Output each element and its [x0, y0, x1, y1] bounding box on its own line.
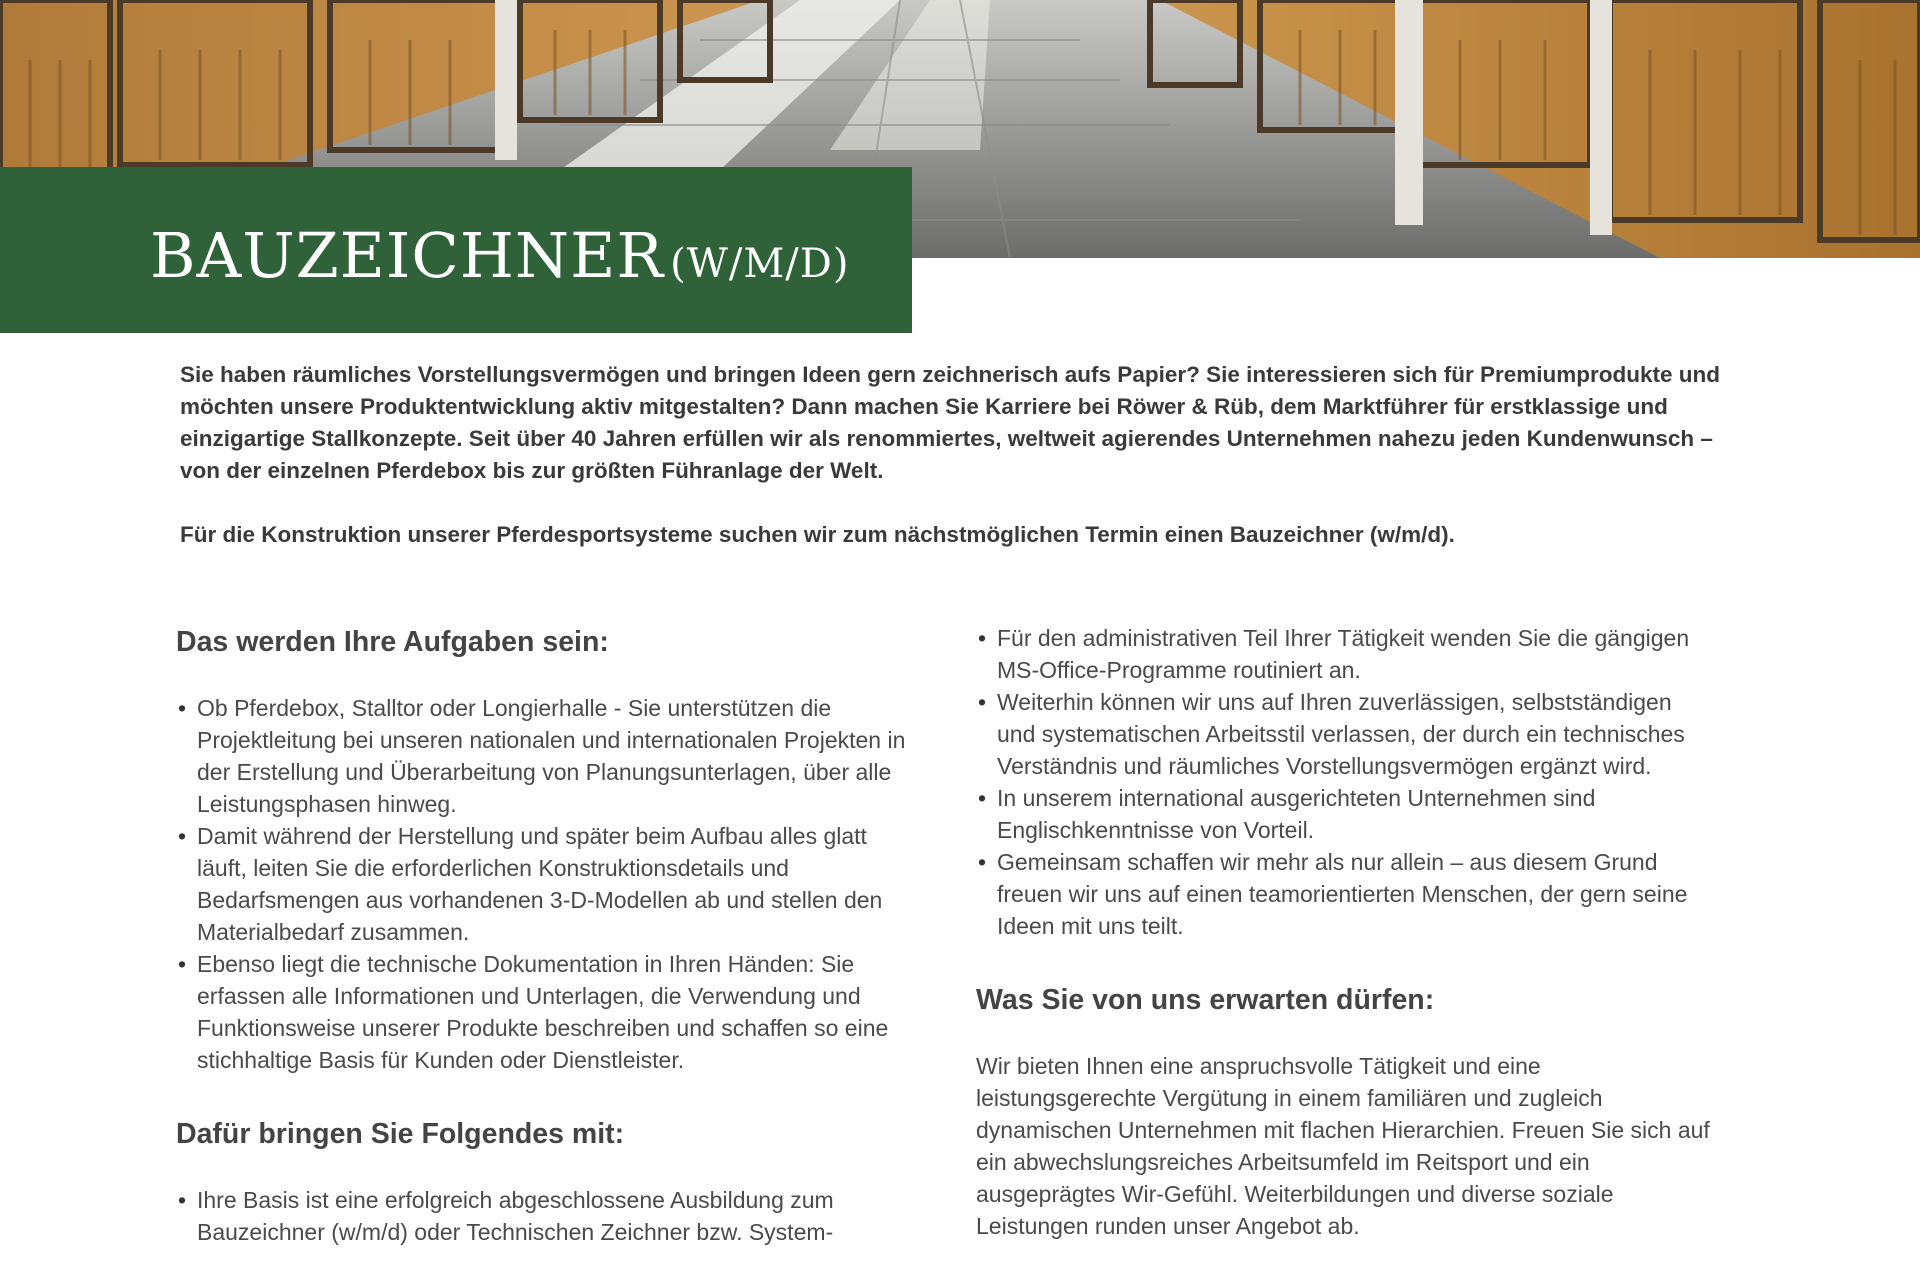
requirements-heading: Dafür bringen Sie Folgendes mit: [176, 1118, 625, 1150]
list-item: • Ob Pferdebox, Stalltor oder Longierhalle - Sie unterstützen die Projektleitung bei unseren nationalen und internationalen Projekten in der Erstellung und Überarbeitung von Planungsunterlagen, über alle Leistungsphasen hinweg. [176, 692, 916, 820]
list-item: • Weiterhin können wir uns auf Ihren zuverlässigen, selbstständigen und systematischen Arbeitsstil verlassen, der durch ein technisches Verständnis und räumliches Vorstellungsvermögen ergänzt wird. [976, 686, 1716, 782]
left-column [176, 622, 916, 1248]
list-item: • Damit während der Herstellung und später beim Aufbau alles glatt läuft, leiten Sie die erforderlichen Konstruktionsdetails und Bedarfsmengen aus vorhandenen 3-D-Modellen ab und stellen den Materialbedarf zusammen. [176, 820, 916, 948]
offer-heading: Was Sie von uns erwarten dürfen: [976, 984, 1435, 1016]
list-item: • In unserem international ausgerichteten Unternehmen sind Englischkenntnisse von Vorteil. [976, 782, 1716, 846]
requirements-list [176, 1184, 916, 1248]
title-banner [0, 167, 912, 333]
right-column [976, 622, 1716, 1242]
intro-paragraph: Sie haben räumliches Vorstellungsvermögen und bringen Ideen gern zeichnerisch aufs Papier? Sie interessieren sich für Premiumprodukte und möchten unsere Produktentwicklung aktiv mitgestalten? Dann machen Sie Karriere bei Röwer & Rüb, dem Marktführer für erstklassige und einzigartige Stallkonzepte. Seit über 40 Jahren erfüllen wir als renommiertes, weltweit agierendes Unternehmen nahezu jeden Kundenwunsch – von der einzelnen Pferdebox bis zur größten Führanlage der Welt. [180, 362, 1720, 483]
tasks-list [176, 692, 916, 1076]
list-item: • Ihre Basis ist eine erfolgreich abgeschlossene Ausbildung zum Bauzeichner (w/m/d) oder Technischen Zeichner bzw. System- [176, 1184, 916, 1248]
job-title-gender-suffix: (W/M/D) [670, 241, 850, 287]
job-title: BAUZEICHNER [150, 219, 665, 292]
offer-text: Wir bieten Ihnen eine anspruchsvolle Tätigkeit und eine leistungsgerechte Vergütung in einem familiären und zugleich dynamischen Unternehmen mit flachen Hierarchien. Freuen Sie sich auf ein abwechslungsreiches Arbeitsumfeld im Reitsport und ein ausgeprägtes Wir-Gefühl. Weiterbildungen und diverse soziale Leistungen runden unser Angebot ab. [976, 1053, 1710, 1239]
list-item: • Für den administrativen Teil Ihrer Tätigkeit wenden Sie die gängigen MS-Office-Programme routiniert an. [976, 622, 1716, 686]
list-item: • Ebenso liegt die technische Dokumentation in Ihren Händen: Sie erfassen alle Informationen und Unterlagen, die Verwendung und Funktionsweise unserer Produkte beschreiben und schaffen so eine stichhaltige Basis für Kunden oder Dienstleister. [176, 948, 916, 1076]
page-title [150, 219, 849, 292]
requirements-list-continued [976, 622, 1716, 942]
tasks-heading: Das werden Ihre Aufgaben sein: [176, 626, 609, 658]
intro-search-statement: Für die Konstruktion unserer Pferdesportsysteme suchen wir zum nächstmöglichen Termin einen Bauzeichner (w/m/d). [180, 522, 1455, 547]
intro-section [180, 359, 1720, 551]
list-item: • Gemeinsam schaffen wir mehr als nur allein – aus diesem Grund freuen wir uns auf einen teamorientierten Menschen, der gern seine Ideen mit uns teilt. [976, 846, 1716, 942]
